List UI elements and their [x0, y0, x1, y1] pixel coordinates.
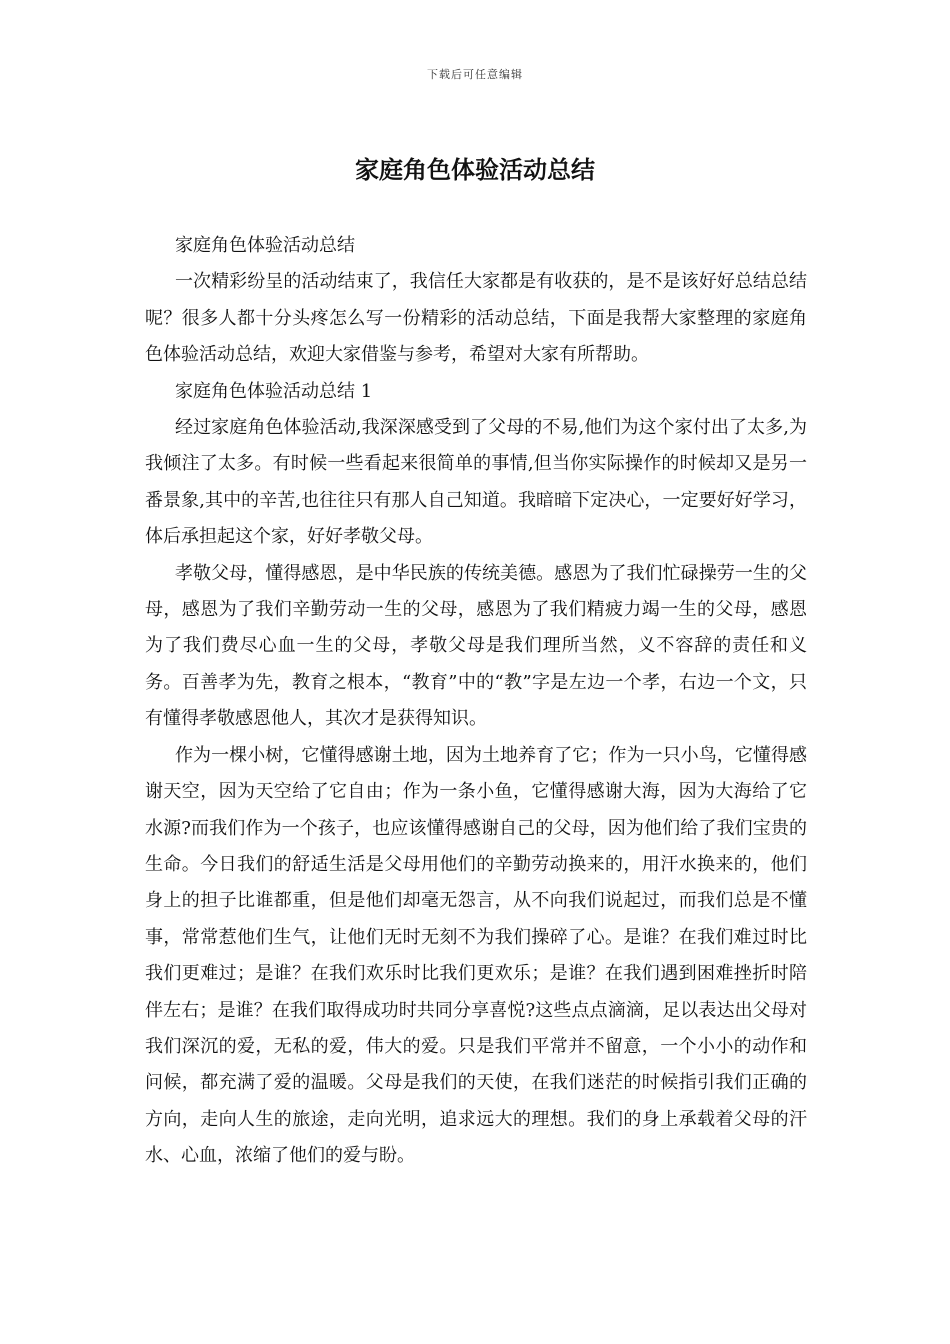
paragraph-gratitude: 作为一棵小树，它懂得感谢土地，因为土地养育了它；作为一只小鸟，它懂得感谢天空，因为天空给了它自由；作为一条小鱼，它懂得感谢大海，因为大海给了它水源?而我们作为一个孩子，也应该懂得感谢自己的父母，因为他们给了我们宝贵的生命。今日我们的舒适生活是父母用他们的辛勤劳动换来的，用汗水换来的，他们身上的担子比谁都重，但是他们却毫无怨言，从不向我们说起过，而我们总是不懂事，常常惹他们生气，让他们无时无刻不为我们操碎了心。是谁？在我们难过时比我们更难过；是谁？在我们欢乐时比我们更欢乐；是谁？在我们遇到困难挫折时陪伴左右；是谁？在我们取得成功时共同分享喜悦?这些点点滴滴，足以表达出父母对我们深沉的爱，无私的爱，伟大的爱。只是我们平常并不留意，一个小小的动作和问候，都充满了爱的温暖。父母是我们的天使，在我们迷茫的时候指引我们正确的方向，走向人生的旅途，走向光明，追求远大的理想。我们的身上承载着父母的汗水、心血，浓缩了他们的爱与盼。: [145, 744, 807, 1167]
document-title: 家庭角色体验活动总结: [355, 155, 595, 184]
paragraph-experience: 经过家庭角色体验活动,我深深感受到了父母的不易,他们为这个家付出了太多,为我倾注了太多。有时候一些看起来很简单的事情,但当你实际操作的时候却又是另一番景象,其中的辛苦,也往往只有那人自己知道。我暗暗下定决心，一定要好好学习，体后承担起这个家，好好孝敬父母。: [145, 417, 807, 548]
paragraph-section-heading: 家庭角色体验活动总结 1: [175, 380, 373, 402]
paragraph-intro: 一次精彩纷呈的活动结束了，我信任大家都是有收获的，是不是该好好总结总结呢？很多人都十分头疼怎么写一份精彩的活动总结，下面是我帮大家整理的家庭角色体验活动总结，欢迎大家借鉴与参考，希望对大家有所帮助。: [145, 271, 807, 366]
paragraph-subtitle: 家庭角色体验活动总结: [175, 235, 355, 256]
header-note: 下载后可任意编辑: [427, 68, 523, 81]
document-body: [145, 228, 807, 1175]
paragraph-filial-piety: 孝敬父母，懂得感恩，是中华民族的传统美德。感恩为了我们忙碌操劳一生的父母，感恩为了我们辛勤劳动一生的父母，感恩为了我们精疲力竭一生的父母，感恩为了我们费尽心血一生的父母，孝敬父母是我们理所当然，义不容辞的责任和义务。百善孝为先，教育之根本，“教育”中的“教”字是左边一个孝，右边一个文，只有懂得孝敬感恩他人，其次才是获得知识。: [145, 562, 807, 730]
